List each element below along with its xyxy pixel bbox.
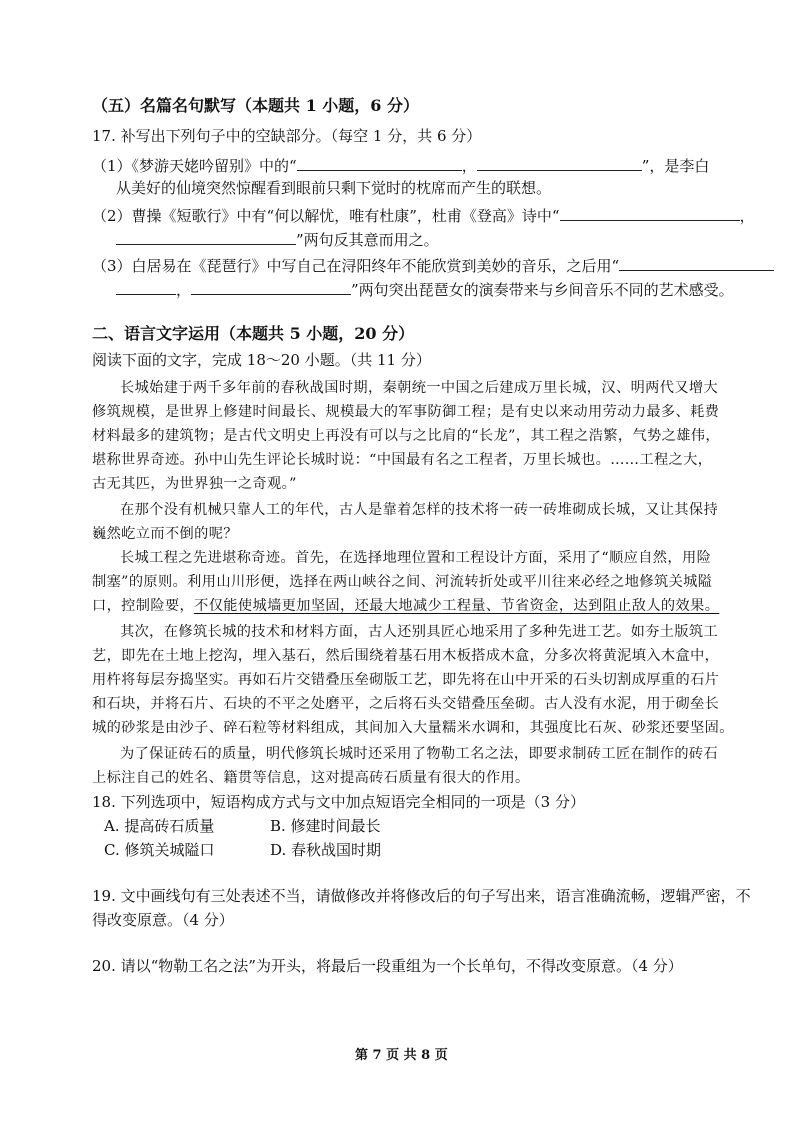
q17-item1-sep: ，: [461, 157, 477, 175]
q17-item3: [92, 254, 774, 276]
q18-option-b[interactable]: B. 修建时间最长: [270, 817, 381, 835]
q19-stem: 19. 文中画线句有三处表述不当，请做修改并将修改后的句子写出来，语言准确流畅，逻辑严密，不: [92, 887, 751, 905]
q17-item3-suffix: ”两句突出琵琶女的演奏带来与乡间音乐不同的艺术感受。: [351, 281, 734, 299]
q17-item1-prefix: （1）《梦游天姥吟留别》中的“: [92, 157, 297, 175]
passage-line: 上标注自己的姓名、籍贯等信息，这对提高砖石质量有很大的作用。: [92, 770, 530, 786]
underlined-sentence: 不仅能使城墙更加坚固，还最大地减少工程量、节省资金，达到阻止敌人的效果。: [194, 598, 720, 614]
passage-line: 巍然屹立而不倒的呢？: [92, 526, 238, 542]
q17-blank-3[interactable]: [560, 204, 740, 221]
passage-line: 城的砂浆是由沙子、碎石粒等材料组成，其间加入大量糯米水调和，其强度比石灰、砂浆还要坚固。: [92, 720, 734, 736]
q17-blank-4[interactable]: [116, 228, 296, 245]
passage-line: 长城工程之先进堪称奇迹。首先，在选择地理位置和工程设计方面，采用了“顺应自然，用险: [120, 550, 712, 566]
passage-line: 制塞”的原则。利用山川形便，选择在两山峡谷之间、河流转折处或平川往来必经之地修筑关城隘: [92, 574, 713, 590]
passage-line: 在那个没有机械只靠人工的年代，古人是靠着怎样的技术将一砖一砖堆砌成长城，又让其保持: [120, 502, 719, 518]
q17-item3-sep: ，: [176, 281, 192, 299]
q17-item2-suffix: ”两句反其意而用之。: [296, 231, 439, 249]
q17-blank-6[interactable]: [191, 278, 351, 295]
passage-line: 和石块，并将石片、石块的不平之处磨平，之后将石头交错叠压垒砌。古人没有水泥，用于砌垒长: [92, 696, 720, 712]
passage-line: 堪称世界奇迹。孙中山先生评论长城时说：“中国最有名之工程者，万里长城也。……工程之大，: [92, 452, 713, 468]
passage-line: 艺，即先在土地上挖沟，埋入基石，然后围绕着基石用木板搭成木盒，分多次将黄泥填入木盒中，: [92, 648, 720, 664]
q18-option-d[interactable]: D. 春秋战国时期: [270, 841, 382, 859]
q17-blank-2[interactable]: [477, 154, 642, 171]
q17-item3-prefix: （3）白居易在《琵琶行》中写自己在浔阳终年不能欣赏到美妙的音乐，之后用“: [92, 257, 620, 275]
passage-line: 长城始建于两千多年前的春秋战国时期，秦朝统一中国之后建成万里长城，汉、明两代又增大: [120, 380, 719, 396]
passage-line: 用杵将每层夯捣坚实。再如石片交错叠压垒砌版工艺，即先将在山中开采的石头切割成厚重的石片: [92, 672, 720, 688]
passage-line: 材料最多的建筑物；是古代文明史上再没有可以与之比肩的“长龙”，其工程之浩繁，气势之雄伟，: [92, 428, 720, 444]
q18-stem: 18. 下列选项中，短语构成方式与文中加点短语完全相同的一项是（3 分）: [92, 793, 585, 811]
q17-item1-suffix: ”，是李白: [641, 157, 710, 175]
q19-stem-cont: 得改变原意。（4 分）: [92, 911, 234, 929]
passage-line-start: 口，控制险要，: [92, 598, 195, 614]
passage-line: 其次，在修筑长城的技术和材料方面，古人还别具匠心地采用了多种先进工艺。如夯土版筑工: [120, 624, 719, 640]
q17-item1-cont: 从美好的仙境突然惊醒看到眼前只剩下觉时的枕席而产生的联想。: [116, 179, 552, 197]
passage-line: [92, 596, 719, 616]
q17-item1: [92, 154, 709, 176]
passage-line: 修筑规模，是世界上修建时间最长、规模最大的军事防御工程；是有史以来动用劳动力最多、耗费: [92, 404, 720, 420]
section-2-heading: 二、语言文字运用（本题共 5 小题，20 分）: [92, 324, 415, 343]
passage-line: 为了保证砖石的质量，明代修筑长城时还采用了物勒工名之法，即要求制砖工匠在制作的砖石: [120, 746, 719, 762]
q17-item3-cont: [116, 278, 734, 300]
section-5-heading: （五）名篇名句默写（本题共 1 小题，6 分）: [92, 96, 419, 115]
q17-blank-1[interactable]: [297, 154, 462, 171]
q18-option-a[interactable]: A. 提高砖石质量: [104, 817, 215, 835]
q17-blank-5-cont[interactable]: [116, 278, 176, 295]
q18-option-c[interactable]: C. 修筑关城隘口: [104, 841, 215, 859]
passage-line: 古无其匹，为世界独一之奇观。”: [92, 476, 297, 492]
q20-stem: 20. 请以“物勒工名之法”为开头，将最后一段重组为一个长单句，不得改变原意。（4 分）: [92, 957, 683, 975]
q17-blank-5[interactable]: [619, 254, 774, 271]
q17-item2: [92, 204, 755, 226]
q17-item2-cont: [116, 228, 439, 250]
q17-item2-prefix: （2）曹操《短歌行》中有“何以解忧，唯有杜康”，杜甫《登高》诗中“: [92, 207, 560, 225]
passage-intro: 阅读下面的文字，完成 18～20 小题。（共 11 分）: [92, 351, 431, 369]
q17-item2-sep: ，: [739, 207, 755, 225]
page-number: 第 7 页 共 8 页: [355, 1048, 448, 1063]
q17-stem: 17. 补写出下列句子中的空缺部分。（每空 1 分，共 6 分）: [92, 127, 482, 145]
